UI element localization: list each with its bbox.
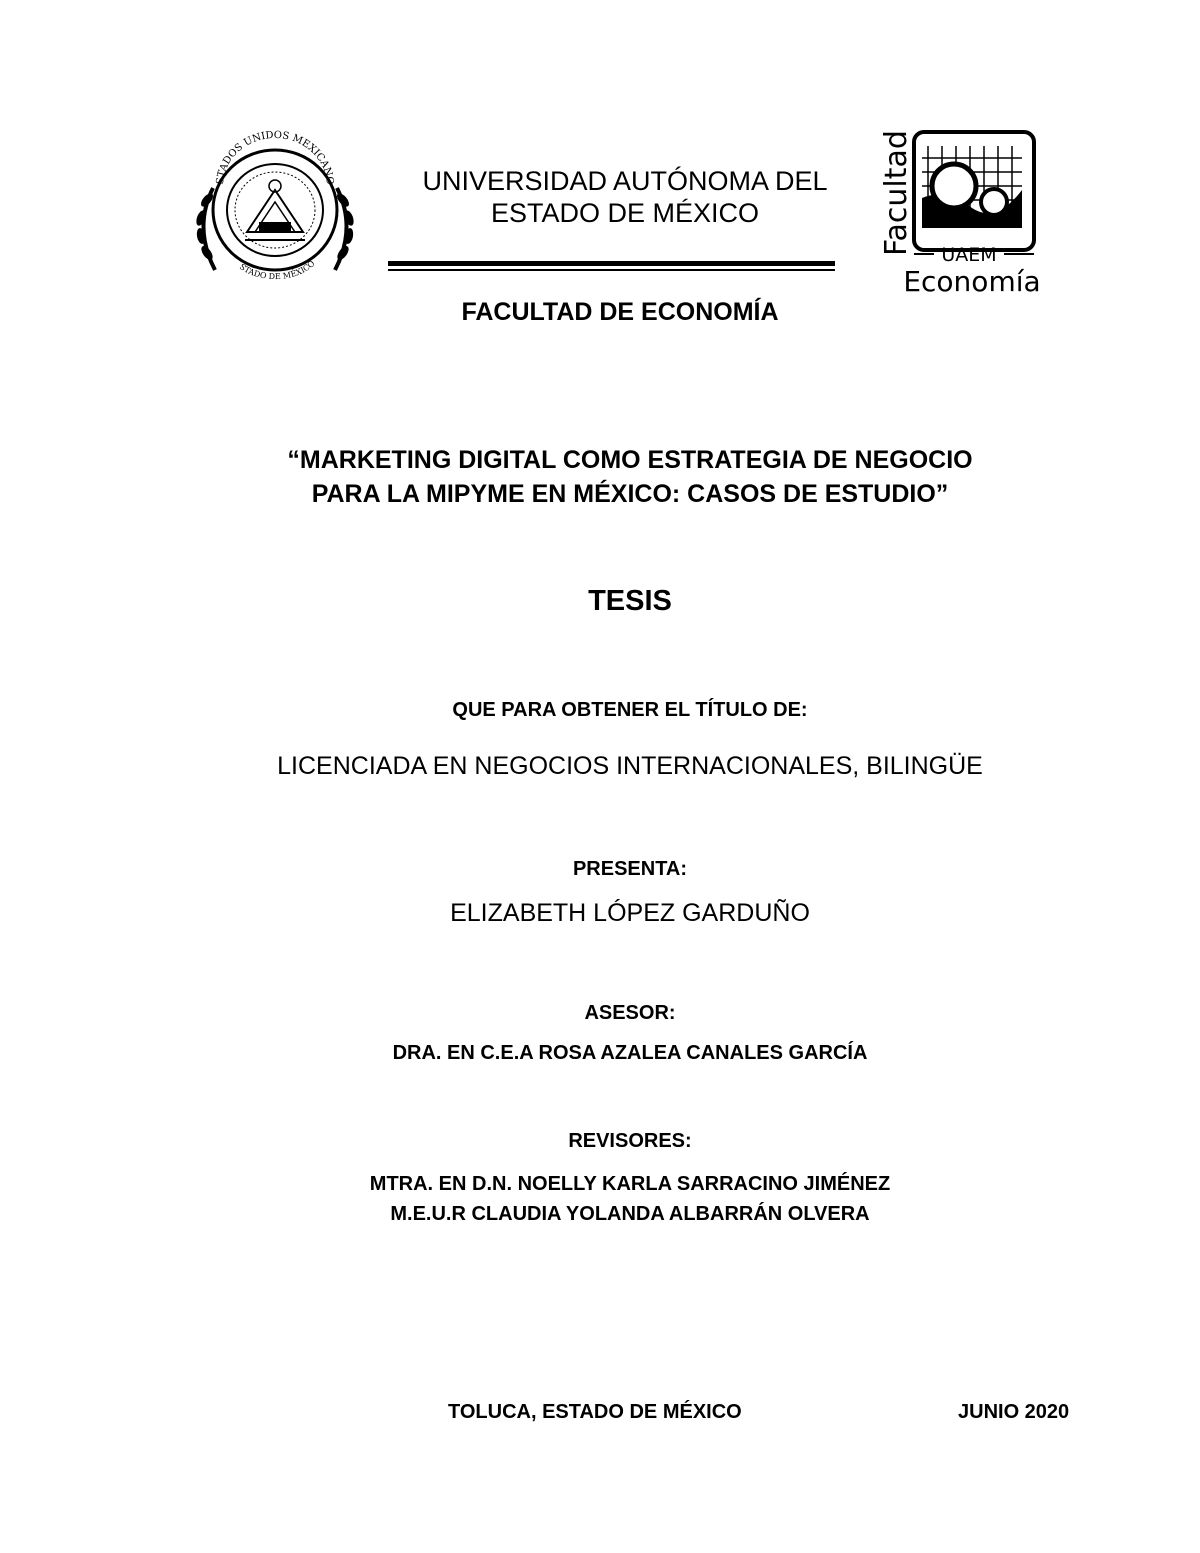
footer-date: JUNIO 2020	[958, 1401, 1070, 1423]
logo-vertical-text: Facultad	[879, 130, 914, 256]
svg-text:ESTADOS UNIDOS MEXICANOS	[185, 128, 335, 185]
faculty-economia-logo	[876, 128, 1046, 298]
advisor-name: DRA. EN C.E.A ROSA AZALEA CANALES GARCÍA	[392, 1042, 868, 1064]
university-name-line1: UNIVERSIDAD AUTÓNOMA DEL	[422, 166, 828, 196]
degree-name: LICENCIADA EN NEGOCIOS INTERNACIONALES, BILINGÜE	[277, 752, 983, 780]
footer-place: TOLUCA, ESTADO DE MÉXICO	[448, 1401, 742, 1423]
thesis-title	[100, 443, 1160, 511]
reviewer-1: MTRA. EN D.N. NOELLY KARLA SARRACINO JIMÉNEZ	[369, 1173, 891, 1195]
reviewers-label: REVISORES:	[568, 1130, 692, 1152]
thesis-title-line1: “MARKETING DIGITAL COMO ESTRATEGIA DE NEGOCIO	[287, 446, 973, 474]
header-divider-thick	[388, 261, 835, 266]
header-divider-thin	[388, 269, 835, 271]
university-name	[390, 165, 860, 229]
reviewer-2: M.E.U.R CLAUDIA YOLANDA ALBARRÁN OLVERA	[390, 1203, 870, 1225]
document-type: TESIS	[588, 585, 672, 617]
seal-top-text: STADOS UNIDOS MEXICANO	[214, 129, 336, 186]
logo-economia-text: Economía	[903, 265, 1041, 298]
presenta-label: PRESENTA:	[572, 858, 688, 880]
seal-emblem-icon	[185, 128, 365, 288]
seal-bottom-text: STADO DE MÉXICO	[237, 258, 317, 282]
university-name-line2: ESTADO DE MÉXICO	[490, 198, 760, 228]
state-seal-logo	[185, 128, 365, 288]
obtain-title-label: QUE PARA OBTENER EL TÍTULO DE:	[452, 699, 808, 721]
logo-uaem-text: UAEM	[941, 244, 997, 266]
faculty-name: FACULTAD DE ECONOMÍA	[461, 298, 779, 326]
faculty-grid-icon	[876, 128, 1046, 298]
thesis-title-line2: PARA LA MIPYME EN MÉXICO: CASOS DE ESTUDIO”	[311, 480, 949, 508]
author-name: ELIZABETH LÓPEZ GARDUÑO	[450, 899, 810, 927]
reviewers-list	[180, 1169, 1080, 1229]
advisor-label: ASESOR:	[584, 1002, 676, 1024]
